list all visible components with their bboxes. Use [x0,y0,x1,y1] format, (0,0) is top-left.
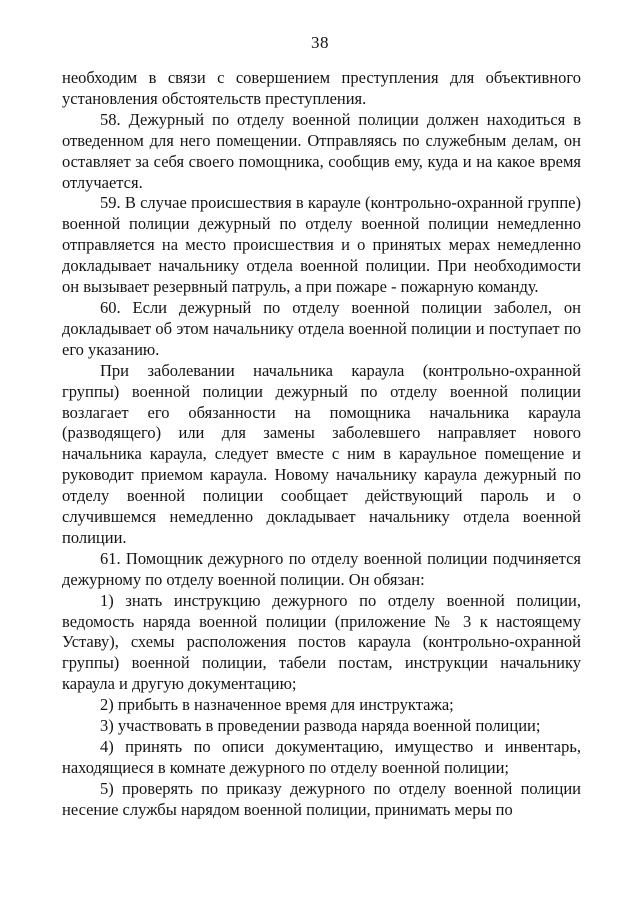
paragraph-article-60-cont: При заболевании начальника караула (контрольно-охранной группы) военной полиции дежурный по отделу военной полиции возлагает его обязанности на помощника начальника караула (разводящего) или для замены заболевшего направляет нового начальника караула, следует вместе с ним в караульное помещение и руководит приемом караула. Новому начальнику караула дежурный по отделу военной полиции сообщает действующий пароль и о случившемся немедленно докладывает начальнику отдела военной полиции. [62,360,581,547]
paragraph-article-61: 61. Помощник дежурного по отделу военной полиции подчиняется дежурному по отделу военной полиции. Он обязан: [62,548,581,589]
list-item-4: 4) принять по описи документацию, имущество и инвентарь, находящиеся в комнате дежурного по отделу военной полиции; [62,737,581,777]
paragraph-article-60: 60. Если дежурный по отделу военной полиции заболел, он докладывает об этом начальнику отдела военной полиции и поступает по его указанию. [62,297,581,359]
document-body [62,68,581,821]
paragraph-continuation: необходим в связи с совершением преступления для объективного установления обстоятельств преступления. [62,68,581,108]
list-item-3: 3) участвовать в проведении развода наряда военной полиции; [100,716,541,736]
list-item-5: 5) проверять по приказу дежурного по отделу военной полиции несение службы нарядом военной полиции, принимать меры по [62,778,581,819]
page-number: 38 [311,33,329,52]
list-item-2: 2) прибыть в назначенное время для инструктажа; [100,695,454,715]
paragraph-article-59: 59. В случае происшествия в карауле (контрольно-охранной группе) военной полиции дежурный по отделу военной полиции немедленно отправляется на место происшествия и о принятых мерах немедленно докладывает начальнику отдела военной полиции. При необходимости он вызывает резервный патруль, а при пожаре - пожарную команду. [62,193,581,297]
list-item-1: 1) знать инструкцию дежурного по отделу военной полиции, ведомость наряда военной полиции (приложение № 3 к настоящему Уставу), схемы расположения постов караула (контрольно-охранной группы) военной полиции, табели постам, инструкции начальнику караула и другую документацию; [62,590,581,694]
paragraph-article-58: 58. Дежурный по отделу военной полиции должен находиться в отведенном для него помещении. Отправляясь по служебным делам, он оставляет за себя своего помощника, сообщив ему, куда и на какое время отлучается. [62,109,581,192]
